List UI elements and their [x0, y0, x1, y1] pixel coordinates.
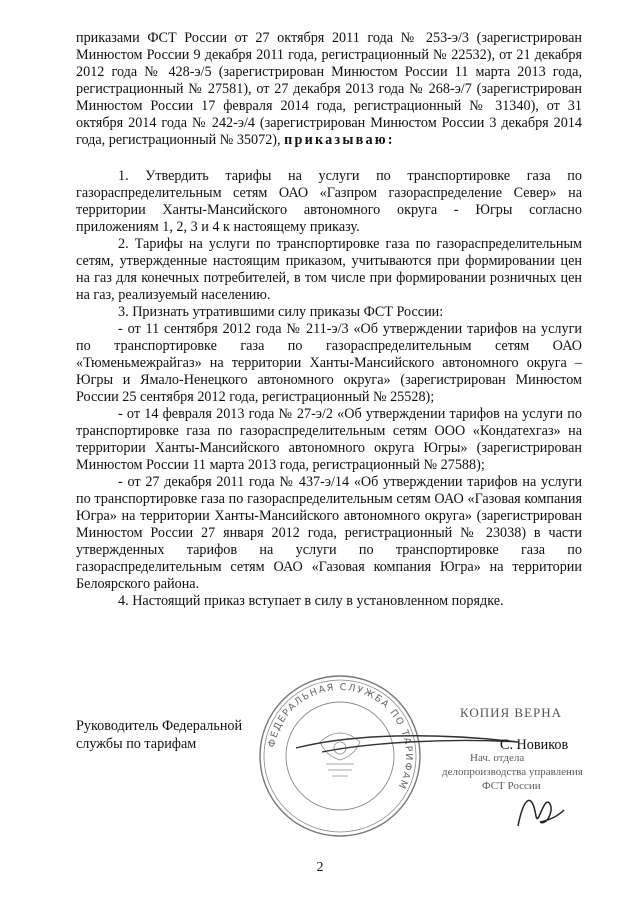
signatory-title: Руководитель Федеральной службы по тарифам [76, 718, 243, 752]
item-1: 1. Утвердить тарифы на услуги по транспортировке газа по газораспределительным сетям ОАО «Газпром газораспределение Север» на территории Ханты-Мансийского автономного округа - Югры согласно приложениям 1, 2, 3 и 4 к настоящему приказу. [76, 168, 582, 235]
document-body [76, 30, 582, 610]
item-3-repeal-c: - от 27 декабря 2011 года № 437-э/14 «Об утверждении тарифов на услуги по транспортировке газа по газораспределительным сетям ОАО «Газовая компания Югра» на территории Ханты-Мансийского автономного округа» (зарегистрирован Минюстом России 27 января 2012 года, регистрационный № 23038) в части утвержденных тарифов на услуги по транспортировке газа по газораспределительным сетям ОАО «Газовая компания Югра» на территории Белоярского района. [76, 474, 582, 592]
item-3: 3. Признать утратившими силу приказы ФСТ России: [118, 304, 444, 320]
page-number: 2 [316, 860, 324, 875]
order-word: приказываю: [284, 132, 395, 148]
signature-stroke [292, 728, 522, 758]
item-3-repeal-b: - от 14 февраля 2013 года № 27-э/2 «Об утверждении тарифов на услуги по транспортировке газа по газораспределительным сетям ООО «Кондатехгаз» на территории Ханты-Мансийского автономного округа Югры» (зарегистрирован Минюстом России 11 марта 2013 года, регистрационный № 27588); [76, 406, 582, 473]
copy-certified-stamp: КОПИЯ ВЕРНА Нач. отдела делопроизводства управления ФСТ России [442, 705, 583, 792]
signatory-name: С. Новиков [500, 737, 569, 753]
svg-text:ФЕДЕРАЛЬНАЯ СЛУЖБА ПО ТАРИФАМ: ФЕДЕРАЛЬНАЯ СЛУЖБА ПО ТАРИФАМ [266, 681, 415, 792]
handwritten-initials [510, 786, 570, 836]
item-3-repeal-a: - от 11 сентября 2012 года № 211-э/3 «Об утверждении тарифов на услуги по транспортировке газа по газораспределительным сетям ОАО «Тюменьмежрайгаз» на территории Ханты-Мансийского автономного округа – Югры и Ямало-Ненецкого автономного округа» (зарегистрирован Минюстом России 25 сентября 2012 года, регистрационный № 25528); [76, 321, 582, 405]
item-2: 2. Тарифы на услуги по транспортировке газа по газораспределительным сетям, утвержденные настоящим приказом, учитываются при формировании цен на газ для конечных потребителей, в том числе при формировании розничных цен на газ, реализуемый населению. [76, 236, 582, 303]
preamble-paragraph: приказами ФСТ России от 27 октября 2011 года № 253-э/3 (зарегистрирован Минюстом России 9 декабря 2011 года, регистрационный № 22532), от 21 декабря 2012 года № 428-э/5 (зарегистрирован Минюстом России 11 марта 2013 года, регистрационный № 27581), от 27 декабря 2013 года № 268-э/7 (зарегистрирован Минюстом России 17 февраля 2014 года, регистрационный № 31340), от 31 октября 2014 года № 242-э/4 (зарегистрирован Минюстом России 3 декабря 2014 года, регистрационный № 35072), приказываю: [76, 30, 582, 148]
item-4: 4. Настоящий приказ вступает в силу в установленном порядке. [118, 593, 504, 609]
